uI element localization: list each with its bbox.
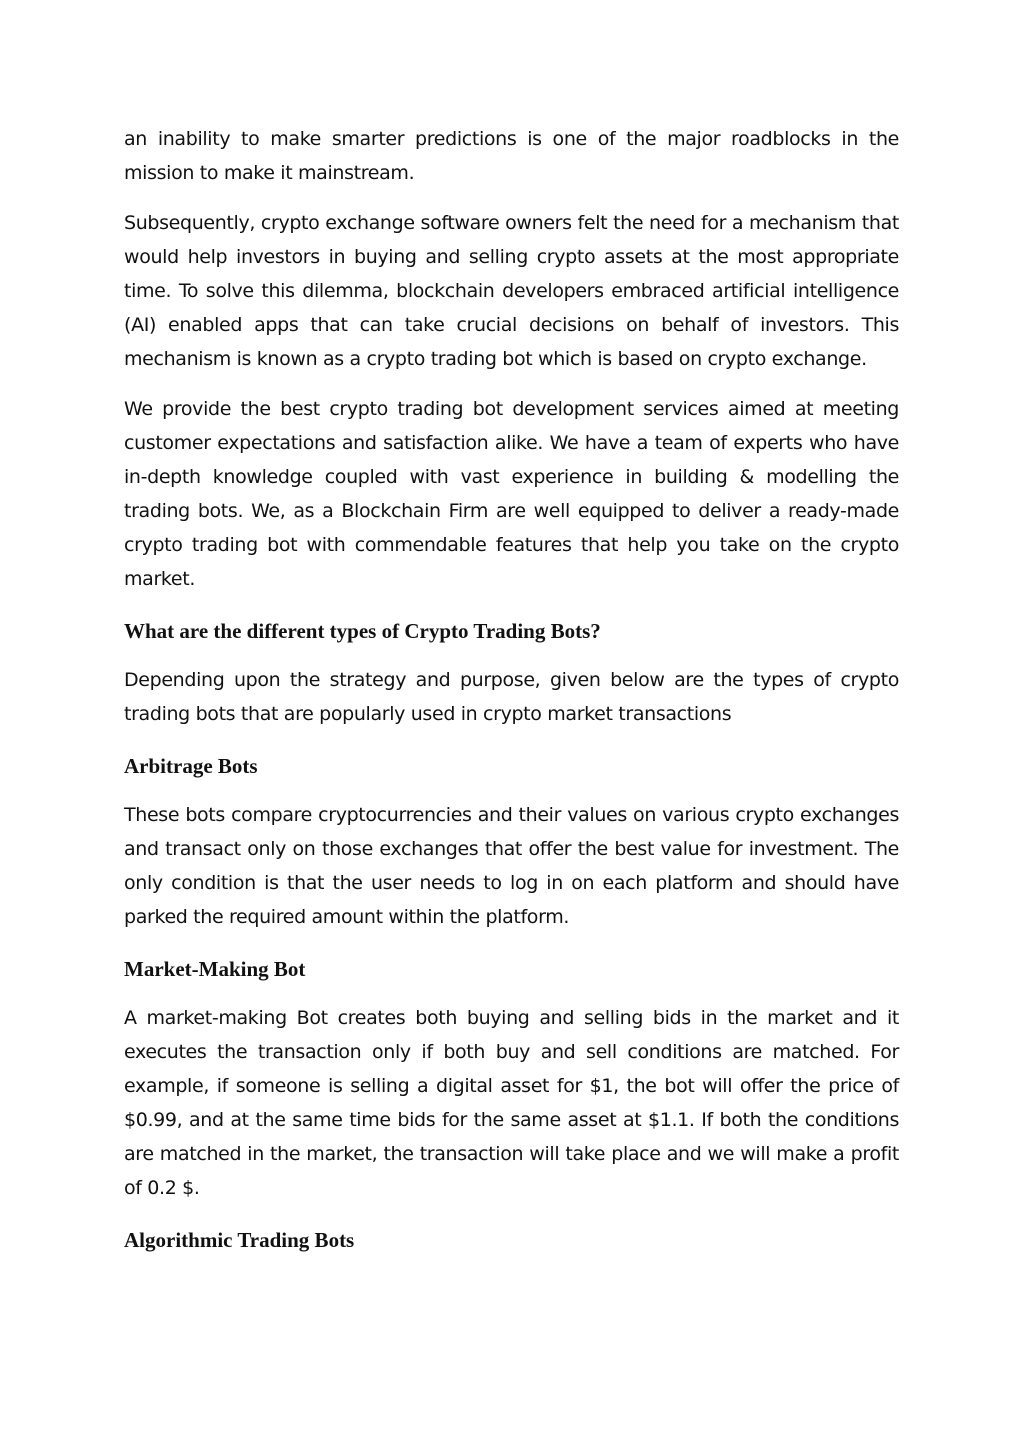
document-page [124,122,899,1272]
arbitrage-bots-paragraph: These bots compare cryptocurrencies and their values on various crypto exchanges and transact only on those exchanges that offer the best value for investment. The only condition is that the user needs to log in on each platform and should have parked the required amount within the platform. [124,804,899,928]
mechanism-paragraph: Subsequently, crypto exchange software owners felt the need for a mechanism that would help investors in buying and selling crypto assets at the most appropriate time. To solve this dilemma, blockchain developers embraced artificial intelligence (AI) enabled apps that can take crucial decisions on behalf of investors. This mechanism is known as a crypto trading bot which is based on crypto exchange. [124,212,899,370]
arbitrage-bots-heading: Arbitrage Bots [124,754,258,778]
services-paragraph: We provide the best crypto trading bot development services aimed at meeting customer expectations and satisfaction alike. We have a team of experts who have in-depth knowledge coupled with vast experience in building & modelling the trading bots. We, as a Blockchain Firm are well equipped to deliver a ready-made crypto trading bot with commendable features that help you take on the crypto market. [124,398,899,590]
market-making-bot-paragraph: A market-making Bot creates both buying and selling bids in the market and it executes the transaction only if both buy and sell conditions are matched. For example, if someone is selling a digital asset for $1, the bot will offer the price of $0.99, and at the same time bids for the same asset at $1.1. If both the conditions are matched in the market, the transaction will take place and we will make a profit of 0.2 $. [124,1007,899,1199]
types-intro-paragraph: Depending upon the strategy and purpose, given below are the types of crypto trading bots that are popularly used in crypto market transactions [124,669,899,725]
market-making-bot-heading: Market-Making Bot [124,957,306,981]
intro-continuation-paragraph: an inability to make smarter predictions is one of the major roadblocks in the mission to make it mainstream. [124,128,899,184]
types-heading: What are the different types of Crypto Trading Bots? [124,619,601,643]
algorithmic-trading-bots-heading: Algorithmic Trading Bots [124,1228,355,1252]
